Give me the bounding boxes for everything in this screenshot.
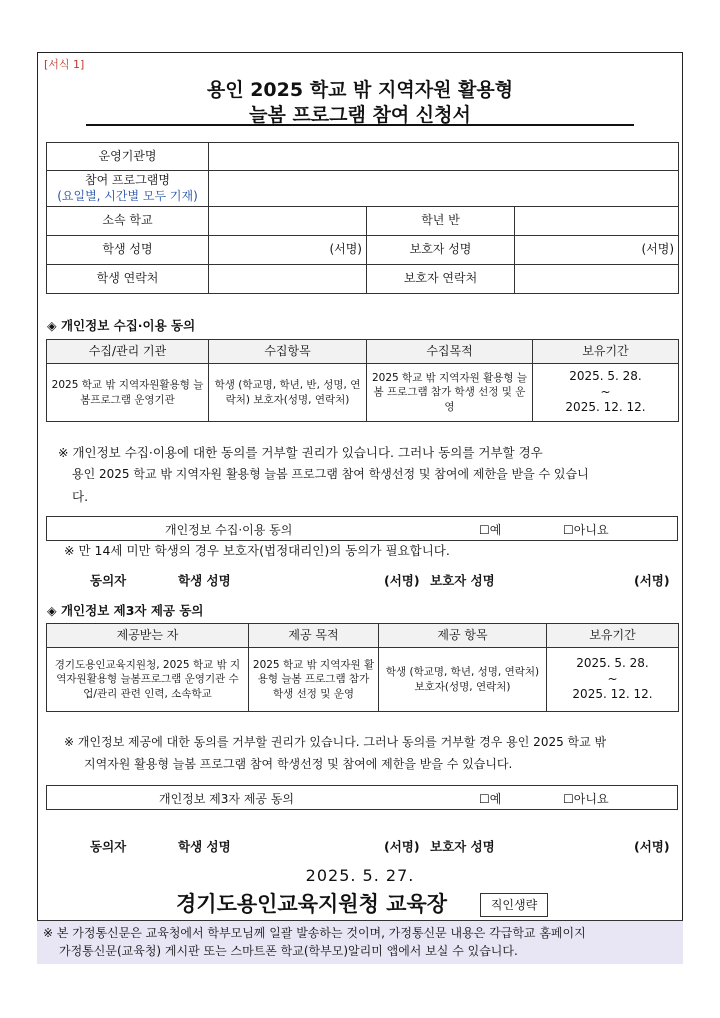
consent1-table xyxy=(46,339,679,422)
operator-label: 운영기관명 xyxy=(47,143,209,171)
consent1-no-checkbox[interactable]: ☐아니요 xyxy=(563,523,609,537)
consent1-consenter-label: 동의자 xyxy=(90,573,127,588)
guardian-name-field[interactable] xyxy=(515,236,679,265)
guardian-contact-label: 보호자 연락처 xyxy=(367,265,515,294)
consent2-items: 학생 (학교명, 학년, 성명, 연락처) 보호자(성명, 연락처) xyxy=(379,648,547,712)
consent1-header-items: 수집항목 xyxy=(209,340,367,364)
consent1-header-purpose: 수집목적 xyxy=(367,340,533,364)
guardian-contact-field[interactable] xyxy=(515,265,679,294)
student-name-label: 학생 성명 xyxy=(47,236,209,265)
consent2-student-name-label: 학생 성명 xyxy=(178,839,231,854)
consent1-guardian-sign[interactable]: (서명) xyxy=(634,573,670,588)
consent1-period-end: 2025. 12. 12. xyxy=(565,400,646,415)
consent1-student-sign[interactable]: (서명) xyxy=(384,573,420,588)
student-name-field[interactable] xyxy=(209,236,367,265)
consent2-agree-label: 개인정보 제3자 제공 동의 xyxy=(159,792,294,806)
guardian-name-label: 보호자 성명 xyxy=(367,236,515,265)
consent2-student-sign[interactable]: (서명) xyxy=(384,839,420,854)
consent2-guardian-name-label: 보호자 성명 xyxy=(430,839,495,854)
footer-notice xyxy=(37,920,683,964)
consent2-agree-row xyxy=(46,785,678,810)
school-label: 소속 학교 xyxy=(47,207,209,236)
consent1-period-sep: ~ xyxy=(600,384,611,399)
consent2-no-checkbox[interactable]: ☐아니요 xyxy=(563,792,609,806)
consent2-period xyxy=(547,648,679,712)
grade-field[interactable] xyxy=(515,207,679,236)
consent2-heading: ◈ 개인정보 제3자 제공 동의 xyxy=(47,603,204,618)
issue-date: 2025. 5. 27. xyxy=(305,866,415,885)
consent1-notice-3: 다. xyxy=(72,489,89,504)
consent2-notice-1: ※ 개인정보 제공에 대한 동의를 거부할 권리가 있습니다. 그러나 동의를 거부할 경우 용인 2025 학교 밖 xyxy=(64,735,607,749)
consent1-agree-label: 개인정보 수집·이용 동의 xyxy=(165,523,293,537)
applicant-table xyxy=(46,142,679,294)
consent1-header-org: 수집/관리 기관 xyxy=(47,340,209,364)
consent2-header-recipient: 제공받는 자 xyxy=(47,624,249,648)
form-tag: [서식 1] xyxy=(44,58,85,71)
guardian-sign: (서명) xyxy=(641,242,675,257)
issuer-name: 경기도용인교육지원청 교육장 xyxy=(176,892,448,916)
consent1-org: 2025 학교 밖 지역자원활용형 늘봄프로그램 운영기관 xyxy=(47,364,209,422)
consent2-recipient: 경기도용인교육지원청, 2025 학교 밖 지역자원활용형 늘봄프로그램 운영기관 수업/관리 관련 인력, 소속학교 xyxy=(47,648,249,712)
consent2-yes-checkbox[interactable]: ☐예 xyxy=(479,792,502,806)
consent1-student-name-label: 학생 성명 xyxy=(178,573,231,588)
student-contact-field[interactable] xyxy=(209,265,367,294)
consent1-period xyxy=(533,364,679,422)
consent2-header-purpose: 제공 목적 xyxy=(249,624,379,648)
grade-label: 학년 반 xyxy=(367,207,515,236)
program-hint: (요일별, 시간별 모두 기재) xyxy=(57,188,198,203)
footer-line-1: ※ 본 가정통신문은 교육청에서 학부모님께 일괄 발송하는 것이며, 가정통신문 내용은 각급학교 홈페이지 xyxy=(43,926,586,940)
under14-note: ※ 만 14세 미만 학생의 경우 보호자(법정대리인)의 동의가 필요합니다. xyxy=(64,543,450,558)
student-contact-label: 학생 연락처 xyxy=(47,265,209,294)
operator-field[interactable] xyxy=(209,143,679,171)
consent2-period-sep: ~ xyxy=(607,671,618,686)
consent1-header-period: 보유기간 xyxy=(533,340,679,364)
consent2-table xyxy=(46,623,679,712)
consent1-guardian-name-label: 보호자 성명 xyxy=(430,573,495,588)
consent1-notice-1: ※ 개인정보 수집·이용에 대한 동의를 거부할 권리가 있습니다. 그러나 동의를 거부할 경우 xyxy=(58,445,543,460)
consent1-yes-checkbox[interactable]: ☐예 xyxy=(479,523,502,537)
consent1-period-start: 2025. 5. 28. xyxy=(569,369,642,384)
consent2-guardian-sign[interactable]: (서명) xyxy=(634,839,670,854)
footer-line-2: 가정통신문(교육청) 게시판 또는 스마트폰 학교(학부모)알리미 앱에서 보실 수 있습니다. xyxy=(59,944,518,958)
consent2-header-period: 보유기간 xyxy=(547,624,679,648)
program-field[interactable] xyxy=(209,171,679,207)
title-line-2: 늘봄 프로그램 참여 신청서 xyxy=(249,104,471,126)
consent1-agree-row xyxy=(46,516,678,541)
consent2-purpose: 2025 학교 밖 지역자원 활용형 늘봄 프로그램 참가 학생 선정 및 운영 xyxy=(249,648,379,712)
consent2-header-items: 제공 항목 xyxy=(379,624,547,648)
consent2-period-start: 2025. 5. 28. xyxy=(576,656,649,671)
title-underline xyxy=(86,124,634,126)
seal-omitted-box: 직인생략 xyxy=(480,893,548,917)
program-label-text: 참여 프로그램명 xyxy=(85,172,170,187)
consent1-heading: ◈ 개인정보 수집·이용 동의 xyxy=(47,318,196,333)
consent1-notice-2: 용인 2025 학교 밖 지역자원 활용형 늘봄 프로그램 참여 학생선정 및 참여에 제한을 받을 수 있습니 xyxy=(72,467,589,481)
consent1-items: 학생 (학교명, 학년, 반, 성명, 연락처) 보호자(성명, 연락처) xyxy=(209,364,367,422)
student-sign: (서명) xyxy=(329,242,362,257)
consent2-period-end: 2025. 12. 12. xyxy=(572,687,653,702)
program-label xyxy=(47,171,209,207)
school-field[interactable] xyxy=(209,207,367,236)
title-line-1: 용인 2025 학교 밖 지역자원 활용형 xyxy=(206,79,514,101)
consent2-consenter-label: 동의자 xyxy=(90,839,127,854)
consent2-notice-2: 지역자원 활용형 늘봄 프로그램 참여 학생선정 및 참여에 제한을 받을 수 있습니다. xyxy=(84,757,513,771)
consent1-purpose: 2025 학교 밖 지역자원 활용형 늘봄 프로그램 참가 학생 선정 및 운영 xyxy=(367,364,533,422)
